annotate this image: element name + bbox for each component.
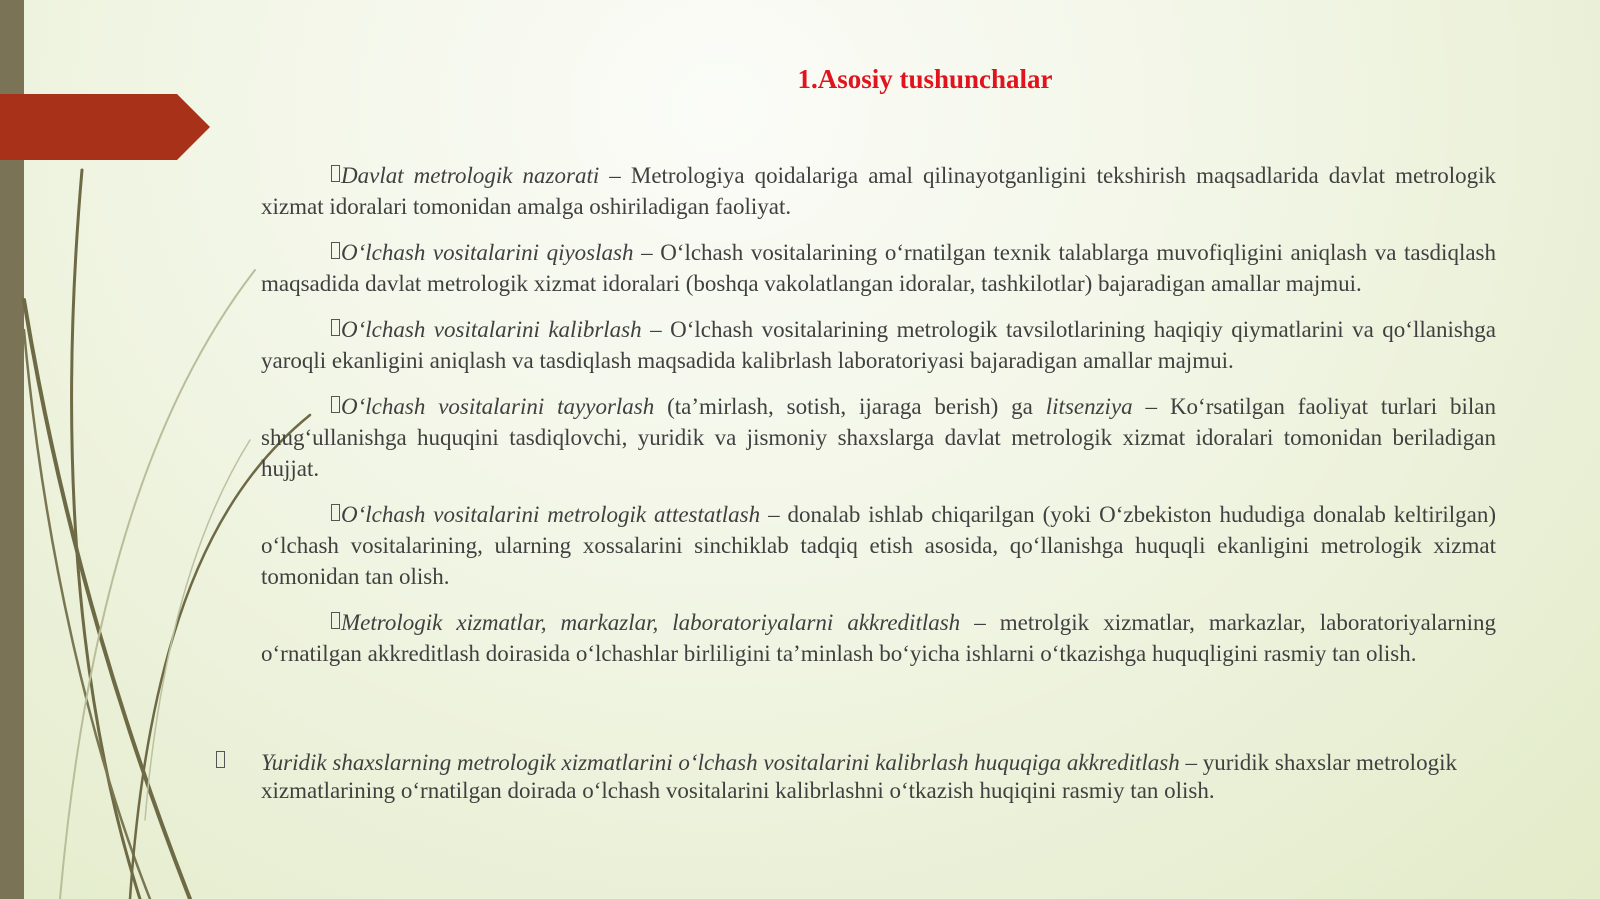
definition-term: O‘lchash vositalarini tayyorlash [341, 394, 655, 419]
definition-paragraph [261, 391, 1496, 484]
definition-text: – O‘lchash vositalarining o‘rnatilgan texnik talablarga muvofiqligini aniqlash va tasdiqlash maqsadida davlat metrologik xizmat idoralari (boshqa vakolatlangan idoralar, tashkilotlar) bajaradigan amallar majmui. [261, 240, 1496, 296]
definition-term: Yuridik shaxslarning metrologik xizmatlarini o‘lchash vositalarini kalibrlash huquqiga akkreditlash [261, 750, 1180, 775]
missing-glyph-bullet-icon [331, 165, 340, 182]
missing-glyph-bullet-icon [331, 504, 340, 521]
definition-text: – donalab ishlab chiqarilgan (yoki O‘zbekiston hududiga donalab keltirilgan) o‘lchash vositalarining, ularning xossalarini sinchiklab tadqiq etish asosida, qo‘llanishga huquqli ekanligini metrologik xizmat tomonidan tan olish. [261, 502, 1496, 589]
definitions-list [261, 160, 1496, 684]
definition-term: Davlat metrologik nazorati [341, 163, 600, 188]
definition-paragraph [261, 607, 1496, 669]
definition-paragraph [261, 160, 1496, 222]
definition-text-middle: (ta’mirlash, sotish, ijaraga berish) ga [654, 394, 1046, 419]
definition-text: – Metrologiya qoidalariga amal qilinayotganligini tekshirish maqsadlarida davlat metrologik xizmat idoralari tomonidan amalga oshiriladigan faoliyat. [261, 163, 1496, 219]
missing-glyph-bullet-icon [331, 612, 340, 629]
definition-term: O‘lchash vositalarini qiyoslash [341, 240, 634, 265]
missing-glyph-bullet-icon [331, 396, 340, 413]
title-arrow-tab [0, 94, 210, 160]
definition-paragraph [261, 499, 1496, 592]
definition-text: – O‘lchash vositalarining metrologik tavsilotlarining haqiqiy qiymatlarini va qo‘llanishga yaroqli ekanligini aniqlash va tasdiqlash maqsadida kalibrlash laboratoriyasi bajaradigan amallar majmui. [261, 317, 1496, 373]
definition-paragraph [261, 237, 1496, 299]
definition-term: O‘lchash vositalarini metrologik attestatlash [341, 502, 761, 527]
definition-text: – metrolgik xizmatlar, markazlar, laboratoriyalarning o‘rnatilgan akkreditlash doirasida o‘lchashlar birliligini ta’minlash bo‘yicha ishlarni o‘tkazishga huquqligini rasmiy tan olish. [261, 610, 1496, 666]
missing-glyph-bullet-icon [331, 242, 340, 259]
definition-term-secondary: litsenziya [1045, 394, 1133, 419]
slide-title: 1.Asosiy tushunchalar [797, 64, 1053, 94]
last-definition-paragraph [261, 749, 1496, 805]
definition-text: – yuridik shaxslar metrologik xizmatlarining o‘rnatilgan doirada o‘lchash vositalarini kalibrlashni o‘tkazish huqiqini rasmiy tan olish. [261, 750, 1457, 803]
definition-term: Metrologik xizmatlar, markazlar, laboratoriyalarni akkreditlash [341, 610, 961, 635]
definition-term: O‘lchash vositalarini kalibrlash [341, 317, 642, 342]
missing-glyph-bullet-icon [331, 319, 340, 336]
missing-glyph-bullet-icon [216, 751, 225, 768]
definition-text: – Ko‘rsatilgan faoliyat turlari bilan shug‘ullanishga huquqini tasdiqlovchi, yuridik va jismoniy shaxslarga davlat metrologik xizmat idoralari tomonidan beriladigan hujjat. [261, 394, 1496, 481]
definition-paragraph [261, 314, 1496, 376]
